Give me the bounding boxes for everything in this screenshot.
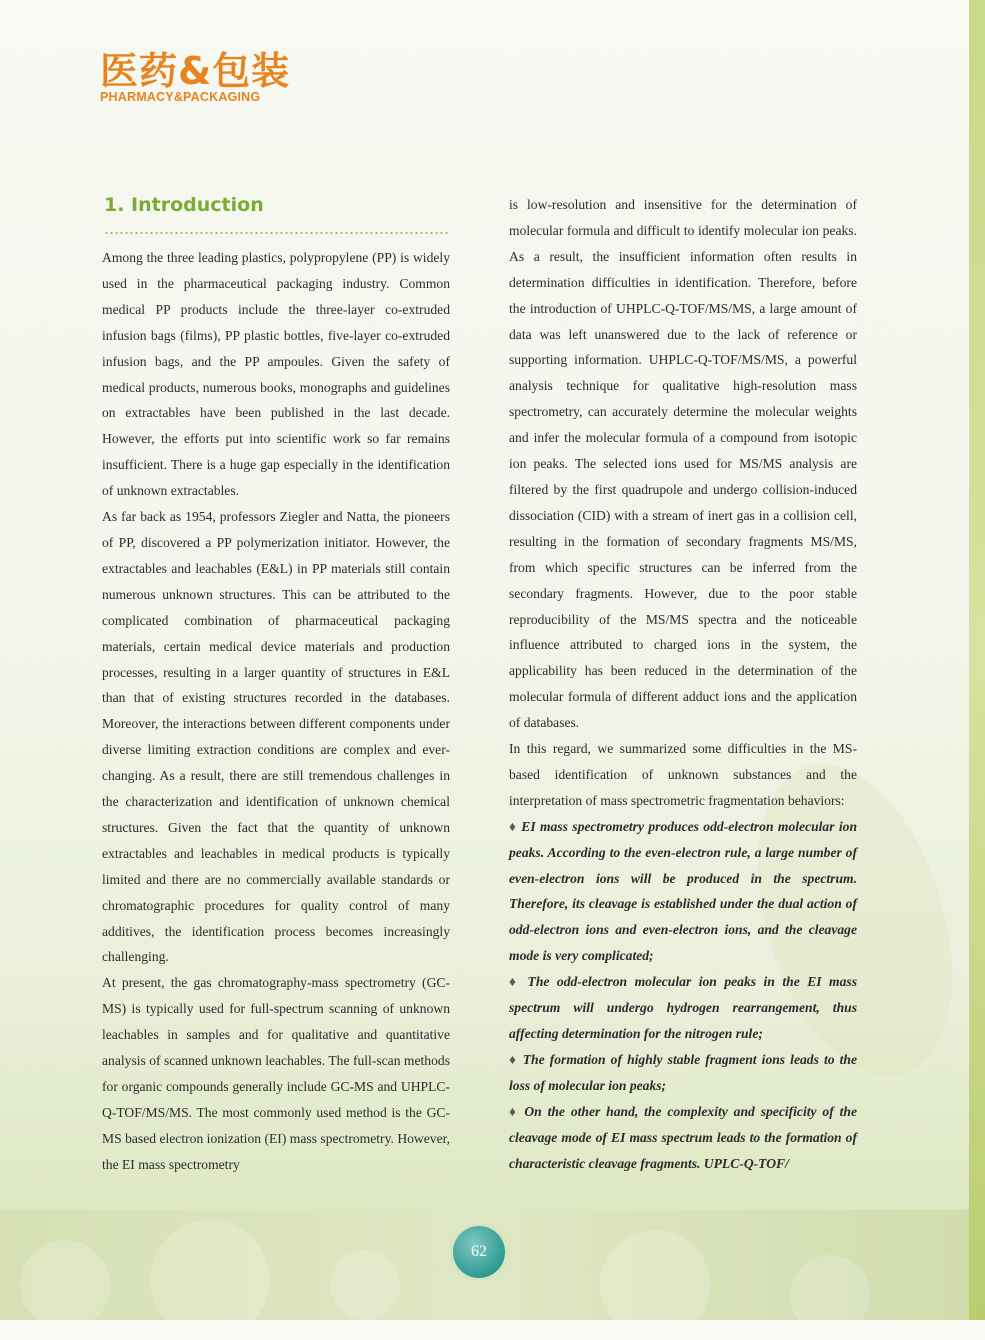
footer-bubble: [150, 1220, 270, 1340]
decorative-side-strip: [969, 0, 985, 1320]
page-number-badge: 62: [453, 1226, 505, 1278]
diamond-bullet-icon: ♦: [509, 974, 521, 990]
paragraph: Among the three leading plastics, polypropylene (PP) is widely used in the pharmaceutical packaging industry. Common medical PP products include the three-layer co-extruded infusion bags (films), PP plastic bottles, five-layer co-extruded infusion bags, and the PP ampoules. Given the safety of medical products, numerous books, monographs and guidelines on extractables have been published in the last decade. However, the efforts put into scientific work so far remains insufficient. There is a huge gap especially in the identification of unknown extractables.: [102, 250, 450, 499]
paragraph: At present, the gas chromatography-mass spectrometry (GC-MS) is typically used for full-spectrum scanning of unknown leachables in samples and for qualitative and quantitative analysis of scanned unknown leachables. The full-scan methods for organic compounds generally include GC-MS and UHPLC-Q-TOF/MS/MS. The most commonly used method is the GC-MS based electron ionization (EI) mass spectrometry. However, the EI mass spectrometry: [102, 975, 450, 1172]
dotted-divider: [104, 231, 450, 235]
bullet-item: [509, 969, 857, 1047]
diamond-bullet-icon: ♦: [509, 1051, 518, 1067]
diamond-bullet-icon: ♦: [509, 818, 517, 834]
right-text-column: [509, 192, 857, 1176]
paragraph: As far back as 1954, professors Ziegler and Natta, the pioneers of PP, discovered a PP polymerization initiator. However, the extractables and leachables (E&L) in PP materials still contain numerous unknown structures. This can be attributed to the complicated combination of pharmaceutical packaging materials, certain medical device materials and production processes, resulting in a larger quantity of structures in E&L than that of existing structures recorded in the databases. Moreover, the interactions between different components under diverse limiting extraction conditions are complex and ever-changing. As a result, there are still tremendous challenges in the characterization and identification of unknown chemical structures. Given the fact that the quantity of unknown extractables and leachables in medical products is typically limited and there are no commercially available standards or chromatographic procedures for quality control of many additives, the identification process becomes increasingly challenging.: [102, 509, 450, 965]
footer-bubble: [600, 1230, 710, 1340]
bullet-item: [509, 814, 857, 969]
logo-english-title: PHARMACY&PACKAGING: [100, 90, 261, 104]
logo-chinese-title: 医药&包装: [100, 49, 291, 93]
footer-bubble: [20, 1240, 110, 1330]
paragraph: is low-resolution and insensitive for the determination of molecular formula and difficult to identify molecular ion peaks. As a result, the insufficient information often results in determination difficulties in identification. Therefore, before the introduction of UHPLC-Q-TOF/MS/MS, a large amount of data was left unanswered due to the lack of reference or supporting information. UHPLC-Q-TOF/MS/MS, a powerful analysis technique for qualitative high-resolution mass spectrometry, can accurately determine the molecular weights and infer the molecular formula of a compound from isotopic ion peaks. The selected ions used for MS/MS analysis are filtered by the first quadrupole and undergo collision-induced dissociation (CID) with a stream of inert gas in a collision cell, resulting in the formation of secondary fragments MS/MS, from which specific structures can be inferred from the secondary fragments. However, due to the poor stable reproducibility of the MS/MS spectra and the noticeable influence attributed to charged ions in the system, the applicability has been reduced in the determination of the molecular formula of different adduct ions and the application of databases.: [509, 197, 857, 731]
bullet-text: The odd-electron molecular ion peaks in the EI mass spectrum will undergo hydrogen rearrangement, thus affecting determination for the nitrogen rule;: [509, 974, 857, 1041]
bullet-item: [509, 1047, 857, 1099]
left-text-column: [102, 245, 450, 1178]
bullet-text: On the other hand, the complexity and specificity of the cleavage mode of EI mass spectrum leads to the formation of characteristic cleavage fragments. UPLC-Q-TOF/: [509, 1103, 858, 1171]
journal-logo: [100, 50, 290, 104]
footer-bubble: [330, 1250, 400, 1320]
section-heading: 1. Introduction: [104, 194, 264, 216]
bullet-text: EI mass spectrometry produces odd-electron molecular ion peaks. According to the even-electron rule, a large number of even-electron ions will be produced in the spectrum. Therefore, its cleavage is established under the dual action of odd-electron ions and even-electron ions, and the cleavage mode is very complicated;: [509, 818, 858, 964]
footer-bubble: [790, 1255, 870, 1335]
bullet-item: [509, 1099, 857, 1177]
paragraph: In this regard, we summarized some difficulties in the MS-based identification of unknown substances and the interpretation of mass spectrometric fragmentation behaviors:: [509, 741, 857, 808]
diamond-bullet-icon: ♦: [509, 1103, 519, 1119]
bullet-text: The formation of highly stable fragment ions leads to the loss of molecular ion peaks;: [509, 1051, 857, 1093]
